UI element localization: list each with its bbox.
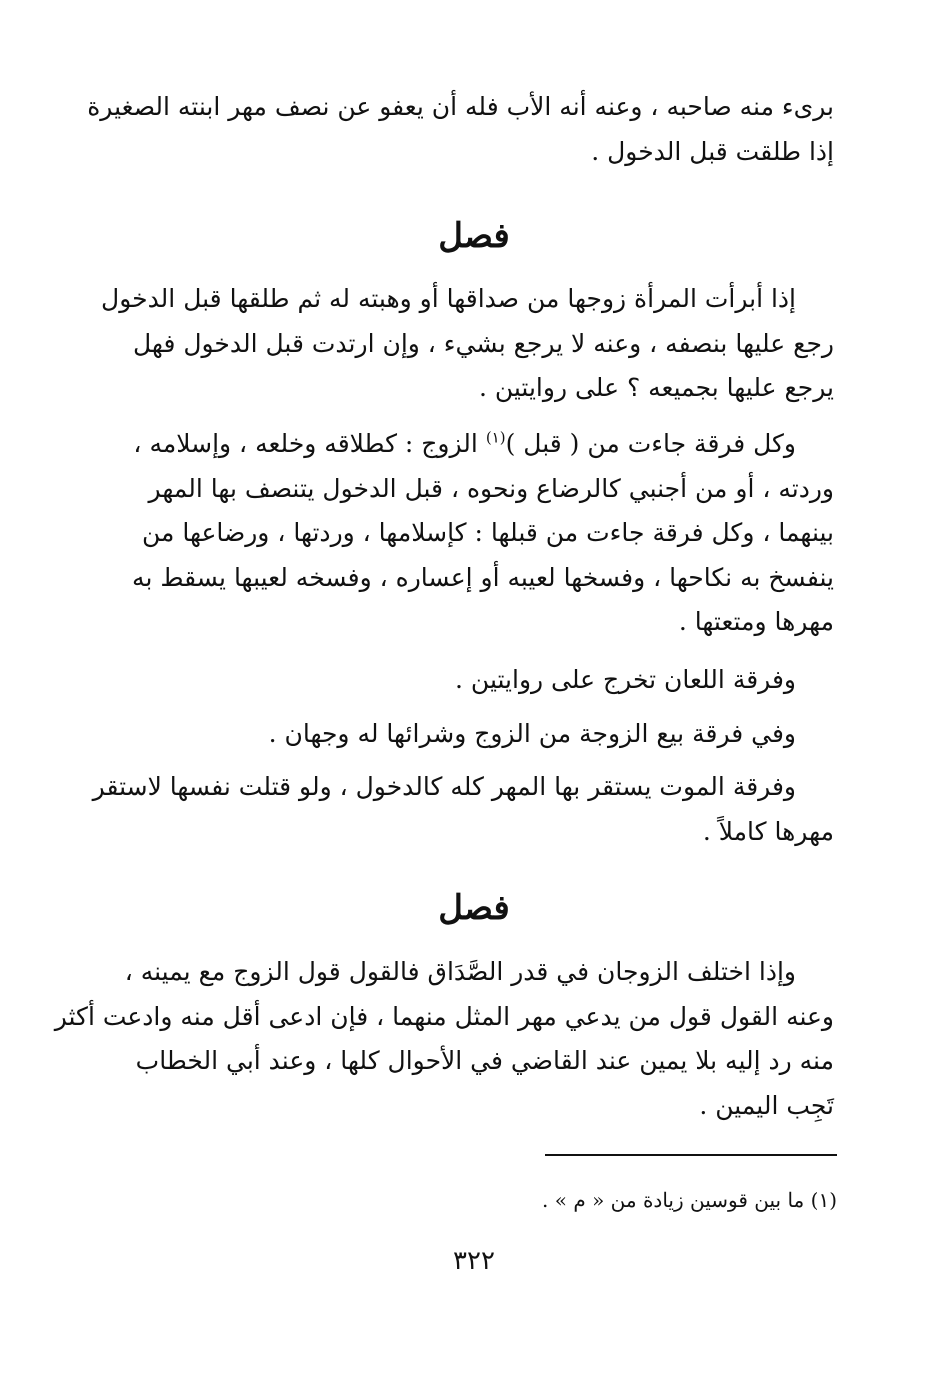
footnote: (١) ما بين قوسين زيادة من « م » .	[542, 1188, 837, 1212]
text-line: مهرها كاملاً .	[702, 816, 834, 846]
text-line: وفرقة اللعان تخرج على روايتين .	[455, 665, 796, 694]
text-line: تَجِب اليمين .	[699, 1090, 834, 1120]
text-segment: الزوج : كطلاقه وخلعه ، وإسلامه ،	[133, 429, 486, 458]
text-line: إذا أبرأت المرأة زوجها من صداقها أو وهبته له ثم طلقها قبل الدخول	[101, 284, 796, 313]
text-segment: وكل فرقة جاءت من ( قبل )	[505, 429, 796, 458]
section1-paragraph-4	[118, 712, 834, 757]
text-line	[118, 422, 834, 467]
text-line: وفي فرقة بيع الزوجة من الزوج وشرائها له وجهان .	[268, 719, 796, 748]
text-line: بينهما ، وكل فرقة جاءت من قبلها : كإسلامها ، وردتها ، ورضاعها من	[141, 518, 834, 547]
text-line: وردته ، أو من أجنبي كالرضاع ونحوه ، قبل الدخول يتنصف بها المهر	[148, 473, 834, 503]
text-line: وفرقة الموت يستقر بها المهر كله كالدخول ، ولو قتلت نفسها لاستقر	[92, 772, 796, 801]
section2-paragraph-1	[54, 950, 834, 1128]
text-line: وإذا اختلف الزوجان في قدر الصَّدَاق فالقول قول الزوج مع يمينه ،	[124, 957, 796, 986]
page-number: ٣٢٢	[453, 1246, 495, 1276]
text-line: إذا طلقت قبل الدخول .	[591, 136, 834, 166]
intro-paragraph	[87, 85, 834, 174]
text-line: يرجع عليها بجميعه ؟ على روايتين .	[478, 373, 834, 402]
section1-paragraph-5	[92, 765, 834, 854]
section1-paragraph-2	[118, 422, 834, 645]
section1-paragraph-3	[118, 658, 834, 703]
text-line: مهرها ومتعتها .	[678, 607, 834, 636]
text-line: رجع عليها بنصفه ، وعنه لا يرجع بشيء ، وإن ارتدت قبل الدخول فهل	[132, 328, 834, 358]
footnote-reference: (١)	[485, 428, 506, 447]
text-line: منه رد إليه بلا يمين عند القاضي في الأحوال كلها ، وعند أبي الخطاب	[135, 1046, 834, 1075]
text-line: برىء منه صاحبه ، وعنه أنه الأب فله أن يعفو عن نصف مهر ابنته الصغيرة	[87, 92, 834, 121]
section-heading: فصل	[438, 888, 510, 928]
text-line: وعنه القول قول من يدعي مهر المثل منهما ، فإن ادعى أقل منه وادعت أكثر	[54, 1001, 834, 1031]
text-line: ينفسخ به نكاحها ، وفسخها لعيبه أو إعساره ، وفسخه لعيبها يسقط به	[132, 562, 834, 592]
footnote-divider	[545, 1154, 837, 1156]
section1-paragraph-1	[101, 277, 834, 411]
section-heading: فصل	[438, 216, 510, 256]
